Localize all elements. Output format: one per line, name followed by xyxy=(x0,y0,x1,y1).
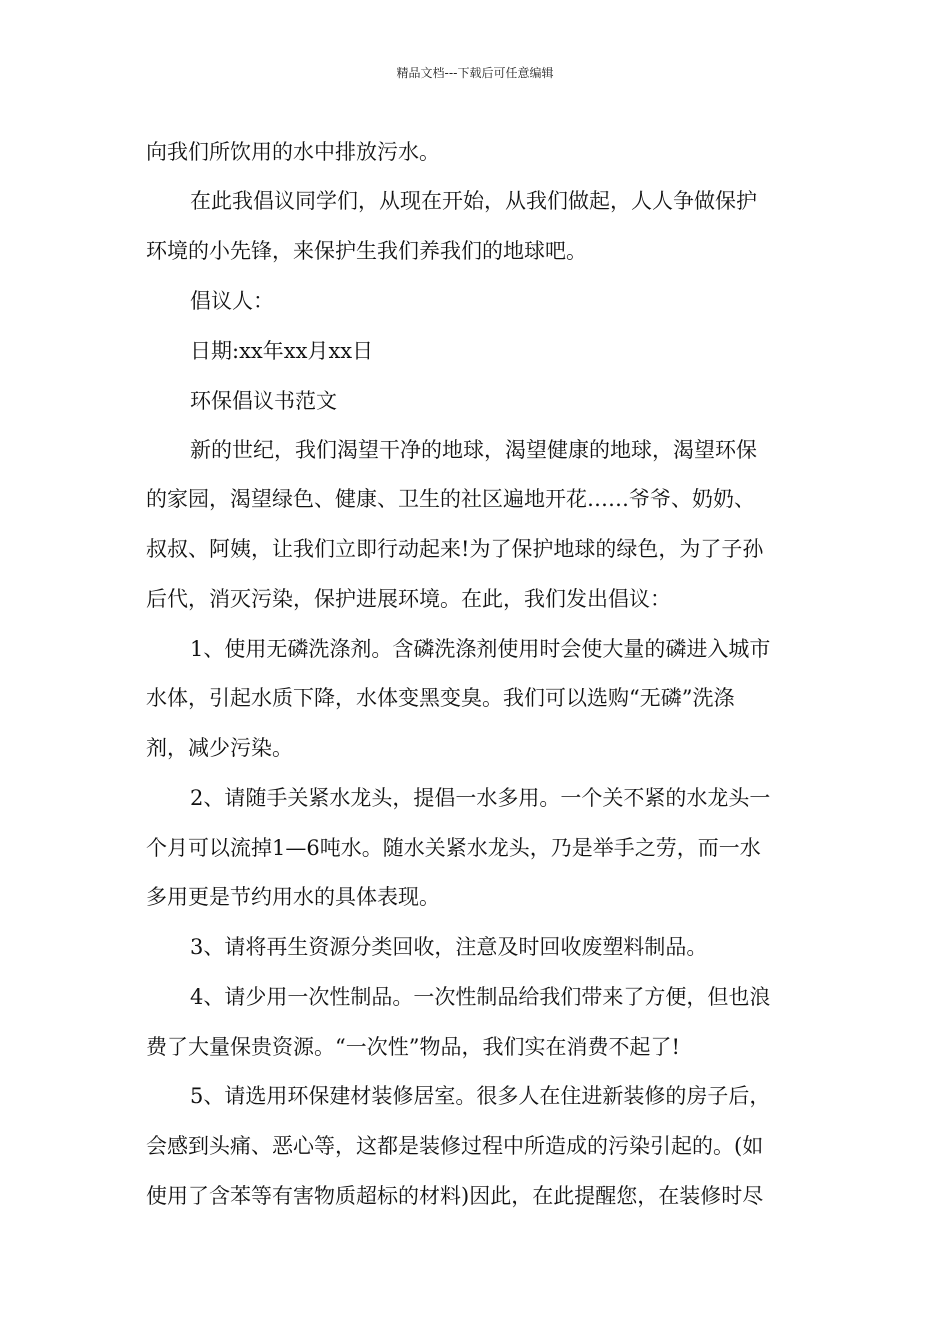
text-line: 会感到头痛、恶心等，这都是装修过程中所造成的污染引起的。(如 xyxy=(146,1134,764,1158)
text-line: 水体，引起水质下降，水体变黑变臭。我们可以选购“无磷”洗涤 xyxy=(146,686,735,710)
text-line: 个月可以流掉1—6吨水。随水关紧水龙头，乃是举手之劳，而一水 xyxy=(146,836,761,860)
text-line: 后代，消灭污染，保护进展环境。在此，我们发出倡议： xyxy=(146,587,671,611)
text-line: 向我们所饮用的水中排放污水。 xyxy=(146,140,440,164)
section-title: 环保倡议书范文 xyxy=(190,389,337,413)
text-line: 剂，减少污染。 xyxy=(146,736,293,760)
text-line: 的家园，渴望绿色、健康、卫生的社区遍地开花……爷爷、奶奶、 xyxy=(146,487,755,511)
page-header: 精品文档---下载后可任意编辑 xyxy=(396,66,554,80)
text-line: 4、请少用一次性制品。一次性制品给我们带来了方便，但也浪 xyxy=(190,985,771,1009)
text-line: 倡议人： xyxy=(190,289,274,313)
text-line: 5、请选用环保建材装修居室。很多人在住进新装修的房子后， xyxy=(190,1084,771,1108)
text-line: 使用了含苯等有害物质超标的材料)因此，在此提醒您，在装修时尽 xyxy=(146,1184,764,1208)
text-line: 在此我倡议同学们，从现在开始，从我们做起，人人争做保护 xyxy=(190,189,757,213)
text-line: 3、请将再生资源分类回收，注意及时回收废塑料制品。 xyxy=(190,935,708,959)
text-line: 叔叔、阿姨，让我们立即行动起来!为了保护地球的绿色，为了子孙 xyxy=(146,537,764,561)
text-line: 环境的小先锋，来保护生我们养我们的地球吧。 xyxy=(146,239,587,263)
text-line: 1、使用无磷洗涤剂。含磷洗涤剂使用时会使大量的磷进入城市 xyxy=(190,637,771,661)
text-line: 费了大量保贵资源。“一次性”物品，我们实在消费不起了! xyxy=(146,1035,680,1059)
text-line: 多用更是节约用水的具体表现。 xyxy=(146,885,440,909)
text-line: 2、请随手关紧水龙头，提倡一水多用。一个关不紧的水龙头一 xyxy=(190,786,771,810)
text-line: 日期:xx年xx月xx日 xyxy=(190,339,374,363)
text-line: 新的世纪，我们渴望干净的地球，渴望健康的地球，渴望环保 xyxy=(190,438,757,462)
